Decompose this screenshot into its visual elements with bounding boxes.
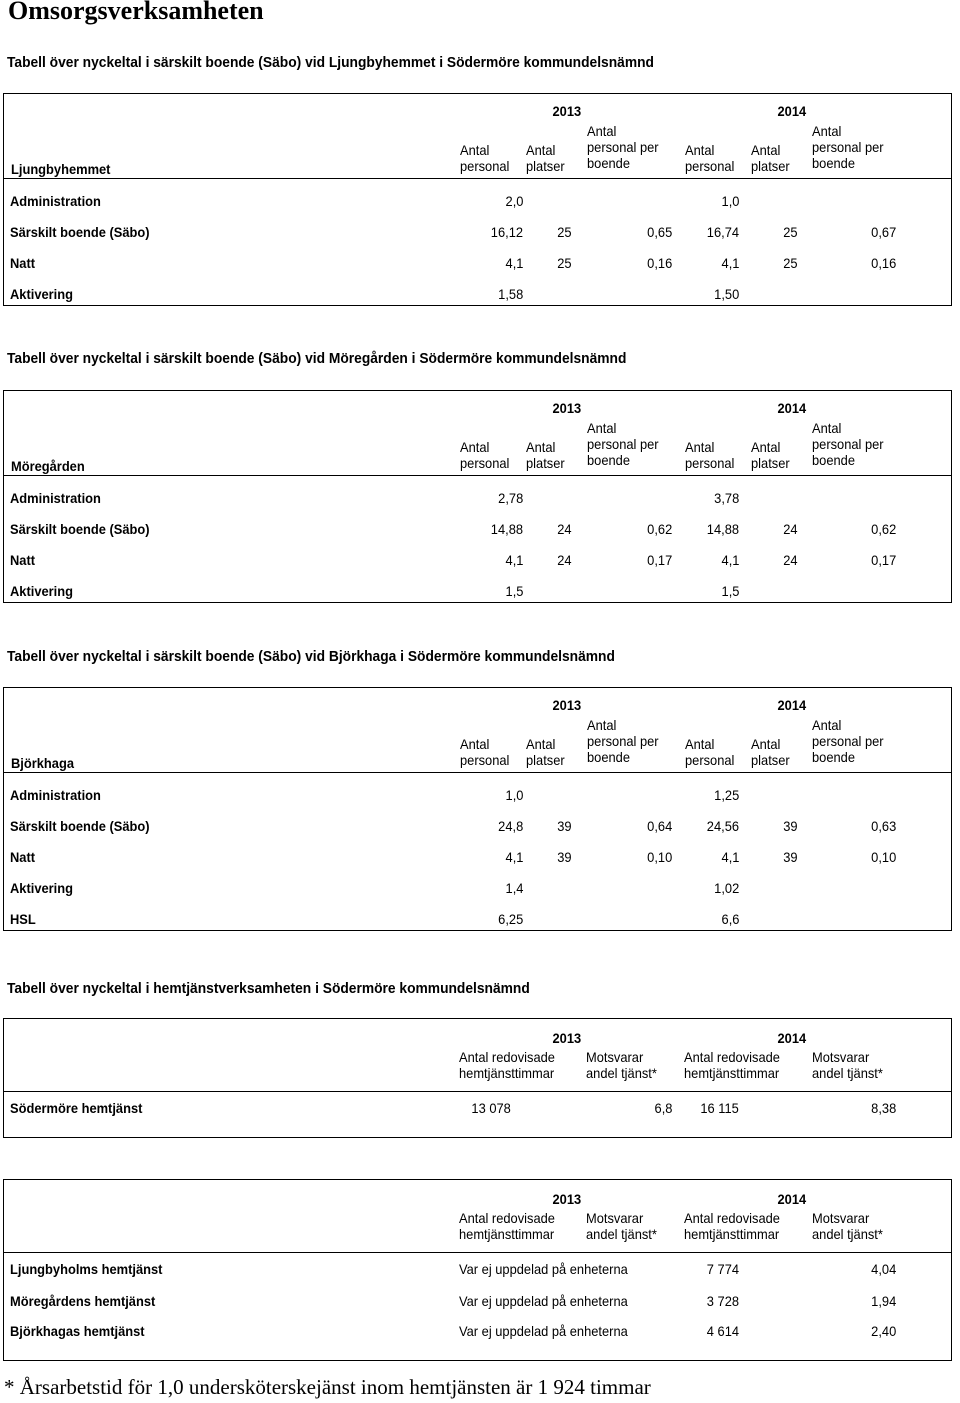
table-bjorkhaga xyxy=(3,687,952,931)
col-header-motsvarar-2013: Motsvarar andel tjänst* xyxy=(586,1210,657,1242)
table-moregarden xyxy=(3,390,952,603)
year-2014: 2014 xyxy=(777,103,806,119)
col-header-per-boende-2013: Antal personal per boende xyxy=(587,717,659,765)
col-header-platser-2013: Antal platser xyxy=(526,142,565,174)
table-row: Administration 2,0 1,0 xyxy=(10,193,739,209)
year-2014: 2014 xyxy=(777,400,806,416)
table-row: Ljungbyholms hemtjänst Var ej uppdelad på enheterna 7 774 4,04 xyxy=(10,1261,896,1277)
col-header-motsvarar-2014: Motsvarar andel tjänst* xyxy=(812,1210,883,1242)
col-header-personal-2013: Antal personal xyxy=(460,439,510,471)
year-2013: 2013 xyxy=(552,1030,581,1046)
header-rule xyxy=(4,178,951,179)
header-rule xyxy=(4,1091,951,1092)
col-header-platser-2014: Antal platser xyxy=(751,142,790,174)
table-row: Aktivering 1,4 1,02 xyxy=(10,880,739,896)
col-header-personal-2013: Antal personal xyxy=(460,142,510,174)
table-caption-hemtjanst: Tabell över nyckeltal i hemtjänstverksamheten i Södermöre kommundelsnämnd xyxy=(7,980,530,997)
unit-header: Möregården xyxy=(11,458,85,474)
table-row: Björkhagas hemtjänst Var ej uppdelad på enheterna 4 614 2,40 xyxy=(10,1323,896,1339)
table-row: Natt 4,1 24 0,17 4,1 24 0,17 xyxy=(10,552,896,568)
col-header-per-boende-2014: Antal personal per boende xyxy=(812,420,884,468)
col-header-redovisade-2014: Antal redovisade hemtjänsttimmar xyxy=(684,1049,780,1081)
table-row: Särskilt boende (Säbo) 16,12 25 0,65 16,74 25 0,67 xyxy=(10,224,896,240)
table-row: Aktivering 1,5 1,5 xyxy=(10,583,739,599)
col-header-redovisade-2013: Antal redovisade hemtjänsttimmar xyxy=(459,1210,555,1242)
col-header-personal-2013: Antal personal xyxy=(460,736,510,768)
year-2014: 2014 xyxy=(777,1191,806,1207)
col-header-platser-2013: Antal platser xyxy=(526,736,565,768)
table-hemtjanst xyxy=(3,1018,952,1138)
header-rule xyxy=(4,772,951,773)
unit-header: Björkhaga xyxy=(11,755,74,771)
footnote: * Årsarbetstid för 1,0 undersköterskejänst inom hemtjänsten är 1 924 timmar xyxy=(4,1375,651,1399)
year-2013: 2013 xyxy=(552,400,581,416)
col-header-personal-2014: Antal personal xyxy=(685,736,735,768)
table-ljungbyhemmet xyxy=(3,93,952,306)
table-caption-bjorkhaga: Tabell över nyckeltal i särskilt boende (Säbo) vid Björkhaga i Södermöre kommundelsnämnd xyxy=(7,648,615,665)
col-header-motsvarar-2013: Motsvarar andel tjänst* xyxy=(586,1049,657,1081)
header-rule xyxy=(4,1252,951,1253)
col-header-redovisade-2013: Antal redovisade hemtjänsttimmar xyxy=(459,1049,555,1081)
table-row: Natt 4,1 39 0,10 4,1 39 0,10 xyxy=(10,849,896,865)
table-caption-moregarden: Tabell över nyckeltal i särskilt boende (Säbo) vid Möregården i Södermöre kommundelsnämnd xyxy=(7,350,627,367)
table-row: Särskilt boende (Säbo) 14,88 24 0,62 14,88 24 0,62 xyxy=(10,521,896,537)
col-header-per-boende-2014: Antal personal per boende xyxy=(812,123,884,171)
header-rule xyxy=(4,475,951,476)
col-header-personal-2014: Antal personal xyxy=(685,439,735,471)
col-header-motsvarar-2014: Motsvarar andel tjänst* xyxy=(812,1049,883,1081)
year-2013: 2013 xyxy=(552,103,581,119)
table-row: Södermöre hemtjänst 13 078 6,8 16 115 8,38 xyxy=(10,1100,896,1116)
col-header-redovisade-2014: Antal redovisade hemtjänsttimmar xyxy=(684,1210,780,1242)
col-header-per-boende-2013: Antal personal per boende xyxy=(587,420,659,468)
table-row: Administration 1,0 1,25 xyxy=(10,787,739,803)
year-2013: 2013 xyxy=(552,697,581,713)
table-row: Natt 4,1 25 0,16 4,1 25 0,16 xyxy=(10,255,896,271)
table-row: Särskilt boende (Säbo) 24,8 39 0,64 24,56 39 0,63 xyxy=(10,818,896,834)
table-caption-ljungbyhemmet: Tabell över nyckeltal i särskilt boende (Säbo) vid Ljungbyhemmet i Södermöre kommundelsnämnd xyxy=(7,54,654,71)
col-header-per-boende-2013: Antal personal per boende xyxy=(587,123,659,171)
table-row: HSL 6,25 6,6 xyxy=(10,911,739,927)
col-header-platser-2014: Antal platser xyxy=(751,439,790,471)
col-header-per-boende-2014: Antal personal per boende xyxy=(812,717,884,765)
col-header-platser-2013: Antal platser xyxy=(526,439,565,471)
page-title: Omsorgsverksamheten xyxy=(8,0,264,25)
year-2014: 2014 xyxy=(777,697,806,713)
table-hemtjanst-enheter xyxy=(3,1179,952,1361)
table-row: Möregårdens hemtjänst Var ej uppdelad på enheterna 3 728 1,94 xyxy=(10,1293,896,1309)
col-header-personal-2014: Antal personal xyxy=(685,142,735,174)
year-2014: 2014 xyxy=(777,1030,806,1046)
table-row: Administration 2,78 3,78 xyxy=(10,490,739,506)
unit-header: Ljungbyhemmet xyxy=(11,161,111,177)
table-row: Aktivering 1,58 1,50 xyxy=(10,286,739,302)
year-2013: 2013 xyxy=(552,1191,581,1207)
col-header-platser-2014: Antal platser xyxy=(751,736,790,768)
